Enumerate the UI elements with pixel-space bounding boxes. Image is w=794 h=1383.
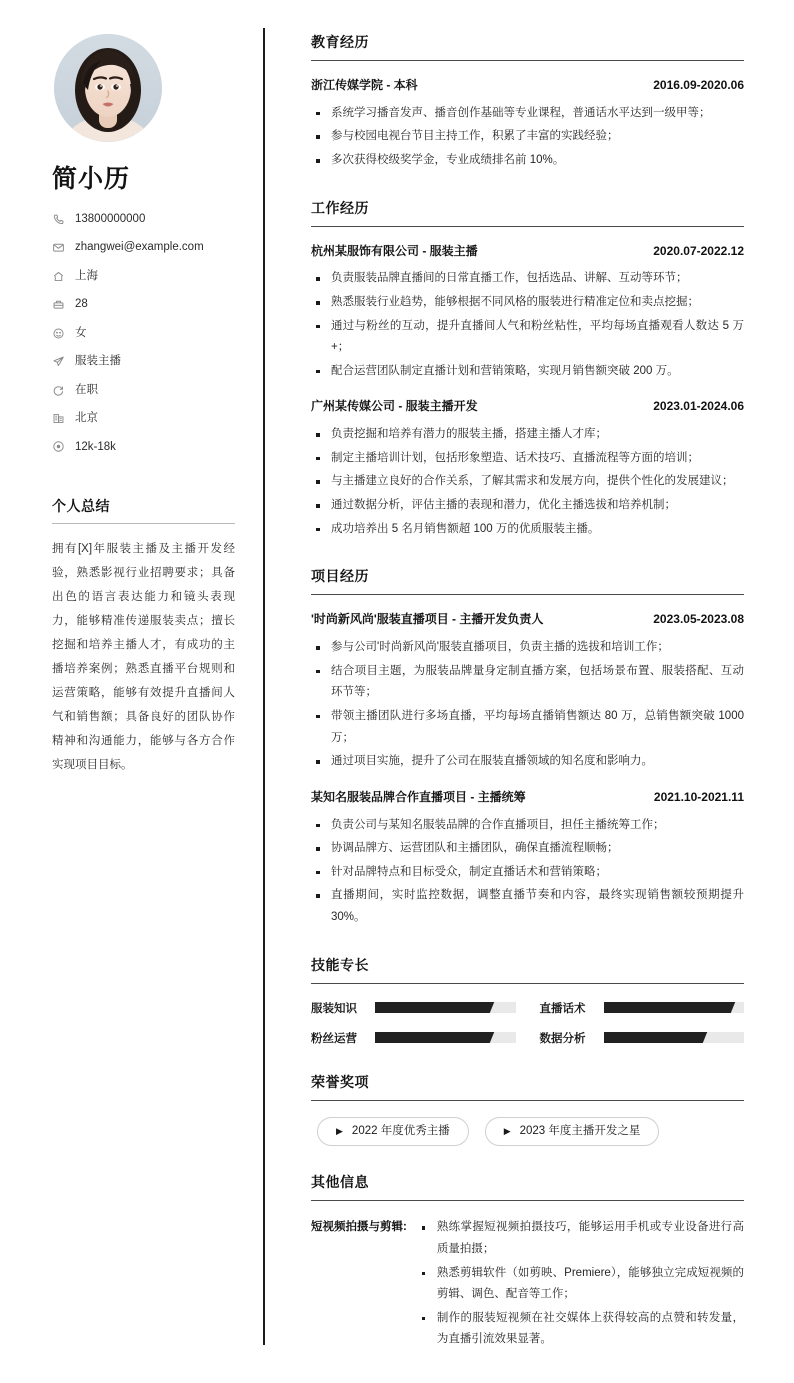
- work-heading: 工作经历: [311, 198, 744, 227]
- phone-icon: [52, 213, 65, 226]
- entry: [311, 77, 744, 172]
- bullet-item: 制定主播培训计划，包括形象塑造、话术技巧、直播流程等方面的培训；: [311, 448, 744, 470]
- bullet-list: [311, 424, 744, 540]
- skills-section: [311, 955, 744, 1046]
- entry: [311, 611, 744, 772]
- contact-item-salary: [52, 440, 235, 455]
- skill-progress-track: [375, 1032, 516, 1043]
- contact-item-email: [52, 240, 235, 255]
- contact-item-gender: [52, 326, 235, 341]
- summary-text: 拥有[X]年服装主播及主播开发经验，熟悉影视行业招聘要求；具备出色的语言表达能力和镜头表现力，能够精准传递服装卖点；擅长挖掘和培养主播人才，有成功的主播培养案例；熟悉直播平台规则和运营策略，能够有效提升直播间人气和销售额；具备良好的团队协作精神和沟通能力，能够与各方合作实现项目目标。: [52, 543, 235, 771]
- contact-item-location: [52, 269, 235, 284]
- entry-header: [311, 398, 744, 415]
- award-chip[interactable]: [485, 1117, 660, 1147]
- entry-title: 杭州某服饰有限公司 - 服装主播: [311, 243, 478, 258]
- bullet-item: 协调品牌方、运营团队和主播团队，确保直播流程顺畅；: [311, 838, 744, 860]
- summary-section: [52, 496, 235, 777]
- skill-label: 服装知识: [311, 1002, 357, 1015]
- contact-item-phone: [52, 212, 235, 227]
- page-title: 简小历: [52, 165, 131, 193]
- entry-header: [311, 611, 744, 628]
- contact-value: 13800000000: [75, 213, 146, 225]
- contact-value: zhangwei@example.com: [75, 241, 204, 254]
- projects-heading: 项目经历: [311, 566, 744, 595]
- gender-icon: [52, 327, 65, 340]
- entry-date: 2020.07-2022.12: [653, 243, 744, 258]
- contact-value: 12k-18k: [75, 440, 116, 453]
- award-label: 2022 年度优秀主播: [351, 1124, 450, 1137]
- bullet-item: 负责公司与某知名服装品牌的合作直播项目，担任主播统筹工作；: [311, 815, 744, 837]
- skill-progress-fill: [375, 1032, 486, 1043]
- contact-item-age: [52, 297, 235, 312]
- envelope-icon: [52, 241, 65, 254]
- skill-row: [540, 1030, 745, 1046]
- bullet-item: 参与公司'时尚新风尚'服装直播项目，负责主播的选拔和培训工作；: [311, 637, 744, 659]
- bullet-item: 通过项目实施，提升了公司在服装直播领域的知名度和影响力。: [311, 751, 744, 773]
- other-info-heading: 其他信息: [311, 1172, 744, 1201]
- main-content: [265, 0, 794, 1383]
- entry: [311, 243, 744, 383]
- entry-date: 2016.09-2020.06: [653, 78, 744, 92]
- bullet-item: 直播期间，实时监控数据，调整直播节奏和内容，最终实现销售额较预期提升 30%。: [311, 885, 744, 928]
- entry-header: [311, 789, 744, 806]
- skill-progress-fill: [375, 1002, 486, 1013]
- contact-value: 28: [75, 298, 88, 311]
- entry-title: 广州某传媒公司 - 服装主播开发: [311, 399, 478, 414]
- entry-header: [311, 243, 744, 260]
- bullet-item: 与主播建立良好的合作关系，了解其需求和发展方向，提供个性化的发展建议；: [311, 471, 744, 493]
- bullet-item: 多次获得校级奖学金，专业成绩排名前 10%。: [311, 150, 744, 172]
- bullet-list: [417, 1217, 744, 1351]
- contact-item-city: [52, 411, 235, 426]
- other-info-body: [417, 1217, 744, 1353]
- bullet-item: 针对品牌特点和目标受众，制定直播话术和营销策略；: [311, 862, 744, 884]
- bullet-item: 成功培养出 5 名月销售额超 100 万的优质服装主播。: [311, 519, 744, 541]
- skill-progress-fill: [604, 1032, 700, 1043]
- entry-header: [311, 77, 744, 94]
- skill-grid: [311, 1000, 744, 1046]
- bullet-list: [311, 815, 744, 929]
- bullet-list: [311, 268, 744, 382]
- skill-progress-track: [375, 1002, 516, 1013]
- play-triangle-icon: ▶: [503, 1126, 511, 1136]
- sidebar: [0, 0, 263, 1383]
- target-icon: [52, 440, 65, 453]
- contact-item-status: [52, 383, 235, 398]
- award-chip[interactable]: [317, 1117, 469, 1147]
- contact-value: 上海: [75, 269, 98, 282]
- education-heading: 教育经历: [311, 32, 744, 61]
- entry: [311, 398, 744, 540]
- home-icon: [52, 270, 65, 283]
- entry-date: 2021.10-2021.11: [653, 789, 744, 804]
- contact-value: 北京: [75, 412, 98, 425]
- skill-row: [311, 1000, 516, 1016]
- skill-progress-track: [604, 1002, 745, 1013]
- bullet-item: 通过数据分析，评估主播的表现和潜力，优化主播选拔和培养机制；: [311, 495, 744, 517]
- skills-heading: 技能专长: [311, 955, 744, 984]
- contact-list: [52, 212, 235, 454]
- bullet-item: 负责挖掘和培养有潜力的服装主播，搭建主播人才库；: [311, 424, 744, 446]
- bullet-item: 制作的服装短视频在社交媒体上获得较高的点赞和转发量，为直播引流效果显著。: [417, 1308, 744, 1351]
- contact-item-position: [52, 354, 235, 369]
- education-section: [311, 32, 744, 172]
- bullet-item: 熟练掌握短视频拍摄技巧，能够运用手机或专业设备进行高质量拍摄；: [417, 1217, 744, 1260]
- other-info-row: [311, 1217, 744, 1353]
- contact-value: 在职: [75, 383, 98, 396]
- awards-heading: 荣誉奖项: [311, 1072, 744, 1101]
- contact-value: 服装主播: [75, 355, 121, 368]
- avatar: [54, 34, 162, 142]
- entry-date: 2023.01-2024.06: [653, 399, 744, 414]
- summary-heading: 个人总结: [52, 496, 235, 524]
- paper-plane-icon: [52, 355, 65, 368]
- projects-section: [311, 566, 744, 928]
- skill-row: [311, 1030, 516, 1046]
- bullet-item: 配合运营团队制定直播计划和营销策略，实现月销售额突破 200 万。: [311, 361, 744, 383]
- awards-section: [311, 1072, 744, 1147]
- work-section: [311, 198, 744, 541]
- other-info-label: 短视频拍摄与剪辑:: [311, 1221, 407, 1234]
- skill-label: 直播话术: [539, 1002, 586, 1015]
- bullet-item: 熟悉服装行业趋势，能够根据不同风格的服装进行精准定位和卖点挖掘；: [311, 292, 744, 314]
- skill-label: 粉丝运营: [311, 1032, 357, 1045]
- project-entries: [311, 611, 744, 928]
- bullet-item: 参与校园电视台节目主持工作，积累了丰富的实践经验；: [311, 126, 744, 148]
- other-info-groups: [311, 1217, 744, 1353]
- bullet-item: 负责服装品牌直播间的日常直播工作，包括选品、讲解、互动等环节；: [311, 268, 744, 290]
- entry: [311, 789, 744, 929]
- entry-date: 2023.05-2023.08: [653, 612, 744, 627]
- education-entries: [311, 77, 744, 172]
- award-label: 2023 年度主播开发之星: [519, 1124, 641, 1137]
- bullet-item: 通过与粉丝的互动，提升直播间人气和粉丝粘性，平均每场直播观看人数达 5 万+；: [311, 316, 744, 359]
- building-icon: [52, 412, 65, 425]
- awards-row: [311, 1117, 744, 1147]
- id-card-icon: [52, 298, 65, 311]
- bullet-list: [311, 103, 744, 172]
- skill-progress-fill: [604, 1002, 728, 1013]
- entry-title: '时尚新风尚'服装直播项目 - 主播开发负责人: [311, 612, 544, 627]
- bullet-item: 带领主播团队进行多场直播，平均每场直播销售额达 80 万，总销售额突破 1000 万；: [311, 706, 744, 749]
- refresh-icon: [52, 384, 65, 397]
- bullet-list: [311, 637, 744, 773]
- contact-value: 女: [75, 326, 87, 339]
- entry-title: 某知名服装品牌合作直播项目 - 主播统筹: [311, 789, 526, 804]
- entry-title: 浙江传媒学院 - 本科: [311, 78, 418, 92]
- work-entries: [311, 243, 744, 541]
- bullet-item: 熟悉剪辑软件（如剪映、Premiere），能够独立完成短视频的剪辑、调色、配音等工作；: [417, 1263, 744, 1306]
- play-triangle-icon: ▶: [336, 1126, 343, 1136]
- skill-row: [540, 1000, 745, 1016]
- skill-progress-track: [604, 1032, 745, 1043]
- skill-label: 数据分析: [539, 1032, 586, 1045]
- bullet-item: 系统学习播音发声、播音创作基础等专业课程，普通话水平达到一级甲等；: [311, 103, 744, 125]
- avatar-photo: [54, 34, 162, 142]
- bullet-item: 结合项目主题，为服装品牌量身定制直播方案，包括场景布置、服装搭配、互动环节等；: [311, 661, 744, 704]
